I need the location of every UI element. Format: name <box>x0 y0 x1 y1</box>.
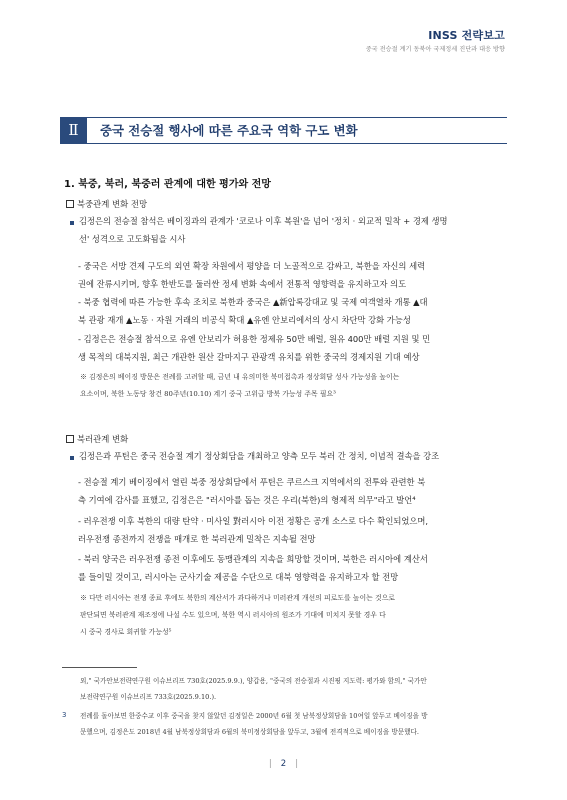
subsection-heading: 1. 북중, 북러, 북중러 관계에 대한 평가와 전망 <box>64 179 271 190</box>
report-subtitle: 중국 전승절 계기 동북아 국제정세 진단과 대응 방향 <box>365 46 505 53</box>
dash-item-line: 를 들이밀 것이고, 러시아는 군사기술 제공을 수단으로 대북 영향력을 유지하고자 할 전망 <box>78 572 399 582</box>
section-title: 중국 전승절 행사에 따른 주요국 역학 구도 변화 <box>100 123 358 138</box>
dash-item-line: 러우전쟁 종전까지 전쟁을 매개로 한 북러관계 밀착은 지속될 전망 <box>78 534 316 544</box>
section-title-bar <box>60 117 507 144</box>
square-bullet-icon <box>70 456 74 460</box>
page-footer <box>0 759 567 769</box>
square-box-icon <box>66 200 74 208</box>
note-line: ※ 김정은의 베이징 방문은 전례를 고려할 때, 금년 내 유의미한 북미접촉과 정상회담 성사 가능성을 높이는 <box>80 373 400 381</box>
footnote-divider <box>62 667 137 668</box>
dash-item-line: 권에 잔류시키며, 향후 한반도를 둘러싼 정세 변화 속에서 전통적 영향력을 유지하고자 의도 <box>78 279 407 289</box>
separator-icon: | <box>268 759 272 769</box>
bullet-text-line: 김정은과 푸틴은 중국 전승절 계기 정상회담을 개최하고 양측 모두 북러 간 정치, 이념적 결속을 강조 <box>79 451 440 461</box>
report-brand: INSS 전략보고 <box>428 29 505 42</box>
note-line: 판단되면 북러관계 재조정에 나설 수도 있으며, 북한 역시 러시아의 원조가 기대에 미치지 못할 경우 다 <box>80 611 386 619</box>
dash-item-line: - 러우전쟁 이후 북한의 대량 탄약 · 미사일 對러시아 이전 정황은 공개 소스로 다수 확인되었으며, <box>78 516 429 526</box>
bullet-text-line: 선' 성격으로 고도화됨을 시사 <box>79 234 186 244</box>
block-heading-nk-russia <box>66 433 128 445</box>
block-heading-nk-china <box>66 198 147 210</box>
note-line: 시 중국 경사로 회귀할 가능성⁵ <box>80 628 172 636</box>
dash-item-line: - 김정은은 전승절 참석으로 유엔 안보리가 허용한 정제유 50만 배럴, 원유 400만 배럴 지원 및 민 <box>78 334 431 344</box>
footnote-line: 외," 국가안보전략연구원 이슈브리프 730호(2025.9.9.), 양갑용, "중국의 전승절과 시진핑 지도력: 평가와 함의," 국가안 <box>80 677 427 685</box>
block-heading-text: 북중관계 변화 전망 <box>77 199 148 209</box>
dash-item-line: 측 기여에 감사를 표했고, 김정은은 "러시아를 돕는 것은 우리(북한)의 형제적 의무"라고 발언⁴ <box>78 495 416 505</box>
footnote-line: 보전략연구원 이슈브리프 733호(2025.9.10.). <box>80 693 217 701</box>
dash-item-line: 생 목적의 대북지원, 최근 개관한 원산 갈마지구 관광객 유치를 위한 중국의 경제지원 기대 예상 <box>78 352 420 362</box>
dash-item-line: - 북러 양국은 러우전쟁 종전 이후에도 동맹관계의 지속을 희망할 것이며, 북한은 러시아에 계산서 <box>78 554 428 564</box>
square-bullet-icon <box>70 221 74 225</box>
section-number: Ⅱ <box>60 118 87 143</box>
dash-item-line: - 중국은 서방 견제 구도의 외연 확장 차원에서 평양을 더 노골적으로 감싸고, 북한을 자신의 세력 <box>78 261 426 271</box>
square-box-icon <box>66 435 74 443</box>
dash-item-line: 북 관광 재개 ▲노동 · 자원 거래의 비공식 확대 ▲유엔 안보리에서의 상시 차단막 강화 가능성 <box>78 315 411 325</box>
footnote-line: 문했으며, 김정은도 2018년 4월 남북정상회담과 6월의 북미정상회담을 앞두고, 3월에 전격적으로 베이징을 방문했다. <box>80 728 419 736</box>
dash-item-line: - 전승절 계기 베이징에서 열린 북중 정상회담에서 푸틴은 쿠르스크 지역에서의 전투와 관련한 북 <box>78 477 426 487</box>
bullet-text-line: 김정은의 전승절 참석은 베이징과의 관계가 '코로나 이후 복원'을 넘어 '정치 · 외교적 밀착 + 경제 생명 <box>79 216 448 226</box>
block-heading-text: 북러관계 변화 <box>77 434 129 444</box>
dash-item-line: - 북중 협력에 따른 가능한 후속 조치로 북한과 중국은 ▲新압록강대교 및 국제 여객열차 개통 ▲대 <box>78 297 428 307</box>
note-line: ※ 다만 러시아는 전쟁 종료 후에도 북한의 계산서가 과다하거나 미러관계 개선의 피로도를 높이는 것으로 <box>80 594 395 602</box>
footnote-number: 3 <box>62 711 67 719</box>
note-line: 요소이며, 북한 노동당 창건 80주년(10.10) 계기 중국 고위급 방북 가능성 주목 필요³ <box>80 390 336 398</box>
page-number: 2 <box>280 759 287 769</box>
footnote-line: 전례를 돌아보면 한중수교 이후 중국을 찾지 않았던 김정일은 2000년 6월 첫 남북정상회담을 10여일 앞두고 베이징을 방 <box>80 712 428 720</box>
separator-icon: | <box>295 759 299 769</box>
